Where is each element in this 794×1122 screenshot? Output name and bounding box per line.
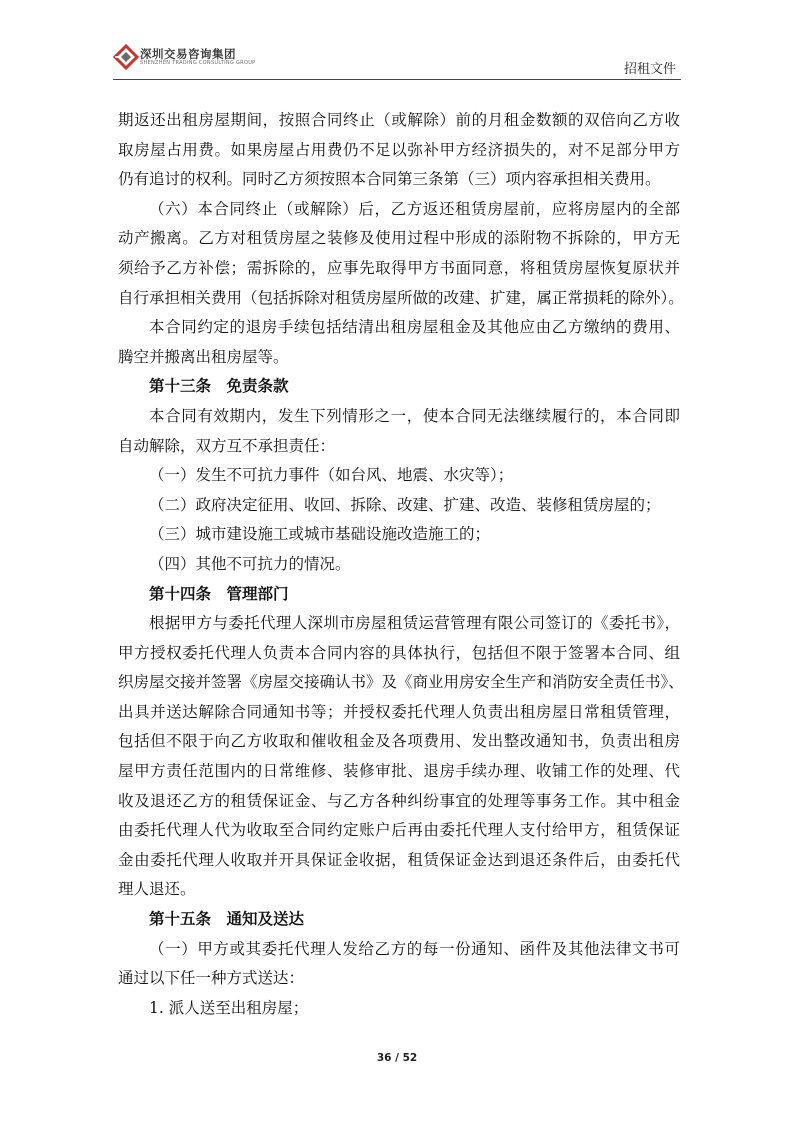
logo-text-en: SHENZHEN TRADING CONSULTING GROUP bbox=[140, 60, 256, 66]
text-line: （四）其他不可抗力的情况。 bbox=[149, 554, 351, 573]
text-line: （一）发生不可抗力事件（如台风、地震、水灾等）； bbox=[149, 466, 514, 485]
text-line: 包括但不限于向乙方收取和催收租金及各项费用、发出整改通知书，负责出租房 bbox=[118, 732, 680, 751]
text-line: 期返还出租房屋期间，按照合同终止（或解除）前的月租金数额的双倍向乙方收 bbox=[118, 111, 680, 129]
text-line: 根据甲方与委托代理人深圳市房屋租赁运营管理有限公司签订的《委托书》， bbox=[149, 614, 680, 633]
text-line: 自行承担相关费用（包括拆除对租赁房屋所做的改建、扩建，属正常损耗的除外）。 bbox=[118, 288, 684, 307]
document-type-label: 招租文件 bbox=[623, 62, 676, 77]
section-heading: 第十五条 通知及送达 bbox=[149, 910, 305, 929]
document-body bbox=[118, 106, 684, 1023]
page-number: 36 / 52 bbox=[376, 1052, 418, 1064]
text-line: （六）本合同终止（或解除）后，乙方返还租赁房屋前，应将房屋内的全部 bbox=[149, 199, 680, 218]
text-line: 由委托代理人代为收取至合同约定账户后再由委托代理人支付给甲方，租赁保证 bbox=[118, 821, 680, 840]
text-line: 出具并送达解除合同通知书等；并授权委托代理人负责出租房屋日常租赁管理， bbox=[118, 702, 680, 721]
section-heading: 第十三条 免责条款 bbox=[149, 377, 289, 396]
text-line: 仍有追讨的权利。同时乙方须按照本合同第三条第（三）项内容承担相关费用。 bbox=[118, 170, 661, 189]
text-line: 理人退还。 bbox=[118, 880, 196, 899]
text-line: 须给予乙方补偿；需拆除的，应事先取得甲方书面同意，将租赁房屋恢复原状并 bbox=[118, 258, 680, 277]
text-line: 屋甲方责任范围内的日常维修、装修审批、退房手续办理、收铺工作的处理、代 bbox=[118, 762, 680, 781]
text-line: 甲方授权委托代理人负责本合同内容的具体执行，包括但不限于签署本合同、组 bbox=[118, 643, 680, 662]
text-line: 收及退还乙方的租赁保证金、与乙方各种纠纷事宜的处理等事务工作。其中租金 bbox=[118, 791, 680, 810]
text-line: 本合同约定的退房手续包括结清出租房屋租金及其他应由乙方缴纳的费用、 bbox=[149, 318, 680, 337]
text-line: 金由委托代理人收取并开具保证金收据，租赁保证金达到退还条件后，由委托代 bbox=[118, 850, 680, 869]
text-line: （二）政府决定征用、收回、拆除、改建、扩建、改造、装修租赁房屋的； bbox=[149, 495, 661, 514]
logo-diamond-icon bbox=[113, 44, 139, 70]
text-line: 通过以下任一种方式送达： bbox=[118, 969, 305, 988]
text-line: 织房屋交接并签署《房屋交接确认书》及《商业用房安全生产和消防安全责任书》、 bbox=[118, 673, 684, 692]
section-heading: 第十四条 管理部门 bbox=[149, 584, 289, 603]
text-line: 自动解除，双方互不承担责任： bbox=[118, 436, 336, 455]
text-line: 1. 派人送至出租房屋； bbox=[149, 998, 309, 1017]
text-line: （一）甲方或其委托代理人发给乙方的每一份通知、函件及其他法律文书可 bbox=[149, 939, 680, 958]
text-line: 取房屋占用费。如果房屋占用费仍不足以弥补甲方经济损失的，对不足部分甲方 bbox=[118, 140, 680, 159]
page-header bbox=[0, 0, 794, 84]
text-line: （三）城市建设施工或城市基础设施改造施工的； bbox=[149, 525, 491, 544]
company-logo bbox=[113, 44, 256, 74]
header-divider bbox=[113, 79, 681, 80]
text-line: 腾空并搬离出租房屋等。 bbox=[118, 347, 289, 366]
text-line: 动产搬离。乙方对租赁房屋之装修及使用过程中形成的添附物不拆除的，甲方无 bbox=[118, 229, 680, 248]
logo-text-cn: 深圳交易咨询集团 bbox=[140, 47, 236, 61]
text-line: 本合同有效期内，发生下列情形之一，使本合同无法继续履行的，本合同即 bbox=[149, 406, 680, 425]
